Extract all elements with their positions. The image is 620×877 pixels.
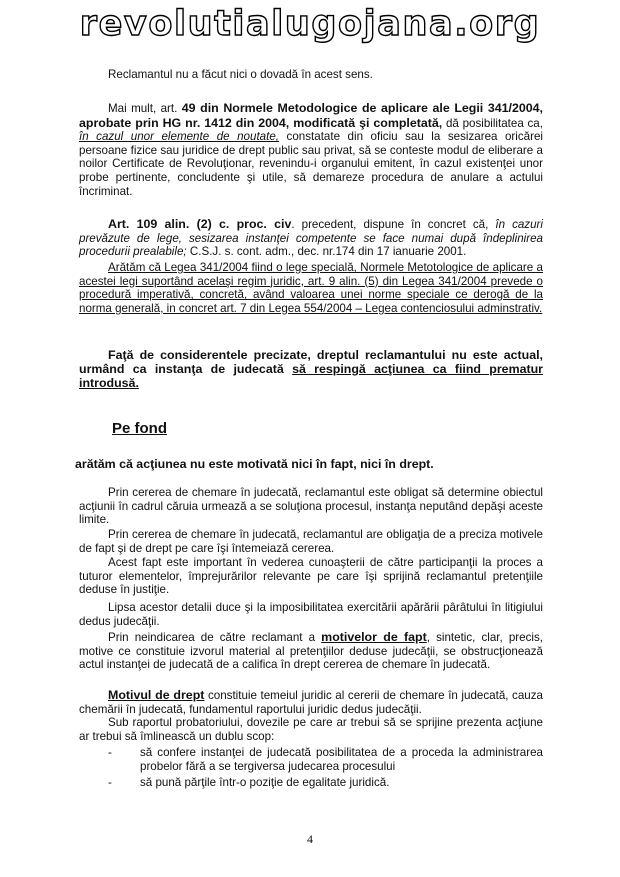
bold-underlined-conclusion: să respingă acţiunea ca fiind prematur introdusă. bbox=[79, 362, 543, 390]
watermark: revolutialugojana.org bbox=[79, 4, 541, 44]
bold-reference: 49 din Normele Metodologice de aplicare ale Legii 341/2004, aprobate prin HG nr. 1412 din 2004, modificată şi completată, bbox=[79, 101, 543, 130]
paragraph-text: Reclamantul nu a făcut nici o dovadă în acest sens. bbox=[108, 68, 373, 81]
paragraph-no-proof bbox=[79, 68, 543, 82]
text-run: Mai mult, art. bbox=[108, 102, 182, 115]
paragraph-evidence bbox=[79, 716, 543, 743]
paragraph-text: Lipsa acestor detalii duce şi la imposibilitatea exercitării apărării pârâtului în litigiului dedus judecăţii. bbox=[79, 601, 543, 628]
bold-underlined-term: Motivul de drept bbox=[108, 688, 205, 702]
page-number: 4 bbox=[307, 832, 313, 846]
paragraph-text: Prin cererea de chemare în judecată, reclamantul are obligaţia de a preciza motivele de fapt şi de drept pe care îşi întemeiază cererea. bbox=[79, 528, 543, 555]
list-dash: - bbox=[108, 746, 112, 759]
paragraph-text: Acest fapt este important în vederea cunoaşterii de către participanţii la proces a tuturor elementelor, împrejurărilor relevante pe care îşi sprijină reclamantul pretenţiile deduse în justiţie. bbox=[79, 556, 543, 597]
subheading bbox=[75, 457, 539, 471]
list-item-text: să confere instanţei de judecată posibilitatea de a proceda la administrarea probelor fără a se tergiversa judecarea procesului bbox=[140, 746, 543, 773]
paragraph-participants bbox=[79, 556, 543, 597]
heading-text: Pe fond bbox=[112, 420, 167, 437]
bold-underlined-term: motivelor de fapt bbox=[321, 630, 427, 644]
subheading-text: arătăm că acţiunea nu este motivată nici în fapt, nici în drept. bbox=[75, 457, 434, 471]
bold-text: Faţă de considerentele precizate, dreptul reclamantului nu este actual, urmând ca instanţa de judecată bbox=[79, 348, 543, 376]
paragraph-defense bbox=[79, 601, 543, 628]
paragraph-facts bbox=[79, 630, 543, 672]
paragraph-art-109 bbox=[79, 217, 543, 259]
text-run: constatate din oficiu sau la sesizarea oricărei persoane fizice sau juridice de drept public sau privat, să se conteste modul de eliberare a noilor Certificate de Revoluţionar, revenindu-i organului emitent, în cazul existenţei unor probe pertinente, concludente şi utile, să demareze procedura de anulare a actului încriminat. bbox=[79, 130, 543, 198]
text-run: constituie temeiul juridic al cererii de chemare în judecată, cauza chemării în judecată, fundamentul raportului juridic dedus judecăţii. bbox=[79, 689, 543, 716]
paragraph-text: Prin cererea de chemare în judecată, reclamantul este obligat să determine obiectul acţiunii în cadrul căruia urmează a se soluţiona procesul, instanţa neputând depăşi aceste limite. bbox=[79, 486, 543, 527]
list-item-text: să pună părţile într-o poziţie de egalitate juridică. bbox=[140, 776, 390, 789]
text-run: Prin neindicarea de către reclamant a bbox=[108, 631, 322, 644]
text-run: C.S.J. s. cont. adm., dec. nr.174 din 17 ianuarie 2001. bbox=[186, 245, 467, 259]
paragraph-legal-grounds bbox=[79, 688, 543, 716]
paragraph-text: Sub raportul probatoriului, dovezile pe care ar trebui să se sprijine prezenta acţiune ar trebui să îmlinească un dublu scop: bbox=[79, 716, 543, 743]
list-dash: - bbox=[108, 776, 112, 789]
italic-quote: în cazuri prevăzute de lege, sesizarea instanţei competente se face numai după îndeplinirea procedurii prealabile; bbox=[79, 218, 543, 259]
paragraph-law-341 bbox=[79, 261, 543, 315]
underlined-text: Arătăm că Legea 341/2004 fiind o lege specială, Normele Metotologice de aplicare a acestei legi suportând acelaşi regim juridic, art. 9 alin. (5) din Legea 341/2004 prevede o procedură imperativă, concretă, având valoarea unei norme speciale ce derogă de la norma generală, in concret art. 7 din Legea 554/2004 – Legea contenciosului adminstrativ. bbox=[79, 261, 543, 315]
heading-pe-fond bbox=[112, 422, 167, 436]
text-run: dă posibilitatea ca, bbox=[442, 116, 543, 130]
paragraph-art-49 bbox=[79, 101, 543, 198]
text-run: . precedent, dispune în concret că, bbox=[291, 218, 496, 231]
paragraph-reasons bbox=[79, 528, 543, 555]
paragraph-conclusion bbox=[79, 348, 543, 390]
paragraph-object bbox=[79, 486, 543, 527]
text-run: , sintetic, clar, precis, motive ce constituie izvorul material al pretenţiilor deduse judecăţii, se obstrucţionează actul instanţei de judecată de a califica în drept cererea de chemare în judecată. bbox=[79, 631, 543, 672]
bold-reference: Art. 109 alin. (2) c. proc. civ bbox=[108, 217, 292, 231]
emphasis-novelty: în cazul unor elemente de noutate, bbox=[79, 130, 280, 144]
